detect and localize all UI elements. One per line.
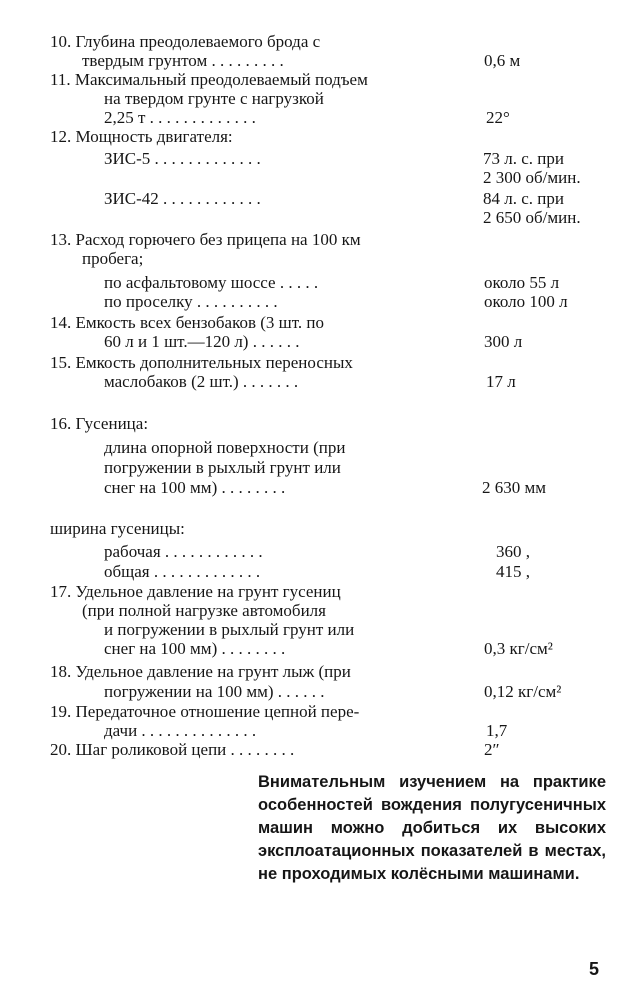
spec-value: 0,12 кг/см² <box>484 682 562 701</box>
closing-note: Внимательным изучением на практике особенностей вождения полугусеничных машин можно добиться их высоких эксплоатационных показателей в местах, не проходимых колёсными машинами. <box>258 773 606 883</box>
spec-label: по проселку . . . . . . . . . . <box>104 292 278 311</box>
spec-label: 19. Передаточное отношение цепной пере- <box>50 702 360 721</box>
spec-label: ЗИС-5 . . . . . . . . . . . . . <box>104 149 261 168</box>
spec-label: 16. Гусеница: <box>50 414 149 433</box>
spec-value: 84 л. с. при <box>483 189 564 208</box>
spec-label: (при полной нагрузке автомобиля <box>82 601 326 620</box>
spec-label: длина опорной поверхности (при <box>104 438 346 457</box>
spec-label: на твердом грунте с нагрузкой <box>104 89 324 108</box>
spec-label: 15. Емкость дополнительных переносных <box>50 353 353 372</box>
spec-label: дачи . . . . . . . . . . . . . . <box>104 721 257 740</box>
spec-label: 17. Удельное давление на грунт гусениц <box>50 582 341 601</box>
spec-label: 18. Удельное давление на грунт лыж (при <box>50 662 351 681</box>
spec-label: твердым грунтом . . . . . . . . . <box>82 51 284 70</box>
spec-label: 12. Мощность двигателя: <box>50 127 233 146</box>
spec-value: 2 650 об/мин. <box>483 208 581 227</box>
spec-label: снег на 100 мм) . . . . . . . . <box>104 478 286 497</box>
spec-value: 73 л. с. при <box>483 149 564 168</box>
spec-label: 11. Максимальный преодолеваемый подъем <box>50 70 368 89</box>
spec-label: рабочая . . . . . . . . . . . . <box>104 542 263 561</box>
spec-value: 2 300 об/мин. <box>483 168 581 187</box>
spec-value: 415 , <box>496 562 530 581</box>
spec-value: 300 л <box>484 332 523 351</box>
spec-value: 360 , <box>496 542 530 561</box>
spec-label: ЗИС-42 . . . . . . . . . . . . <box>104 189 261 208</box>
spec-value: около 55 л <box>484 273 560 292</box>
spec-label: погружении на 100 мм) . . . . . . <box>104 682 325 701</box>
spec-value: 2″ <box>484 740 500 759</box>
spec-label: по асфальтовому шоссе . . . . . <box>104 273 319 292</box>
spec-label: 14. Емкость всех бензобаков (3 шт. по <box>50 313 324 332</box>
spec-label: маслобаков (2 шт.) . . . . . . . <box>104 372 299 391</box>
spec-label: ширина гусеницы: <box>50 519 185 538</box>
page-number: 5 <box>589 959 600 979</box>
spec-label: 2,25 т . . . . . . . . . . . . . <box>104 108 256 127</box>
spec-label: погружении в рыхлый грунт или <box>104 458 341 477</box>
spec-value: 0,3 кг/см² <box>484 639 553 658</box>
spec-label: снег на 100 мм) . . . . . . . . <box>104 639 286 658</box>
spec-label: 13. Расход горючего без прицепа на 100 км <box>50 230 361 249</box>
spec-label: общая . . . . . . . . . . . . . <box>104 562 261 581</box>
spec-value: 2 630 мм <box>482 478 547 497</box>
spec-label: 60 л и 1 шт.—120 л) . . . . . . <box>104 332 300 351</box>
spec-value: 17 л <box>486 372 516 391</box>
spec-label: пробега; <box>82 249 144 268</box>
spec-label: 10. Глубина преодолеваемого брода с <box>50 32 321 51</box>
spec-value: 22° <box>486 108 510 127</box>
spec-value: около 100 л <box>484 292 568 311</box>
spec-label: и погружении в рыхлый грунт или <box>104 620 355 639</box>
spec-value: 0,6 м <box>484 51 521 70</box>
spec-label: 20. Шаг роликовой цепи . . . . . . . . <box>50 740 295 759</box>
spec-value: 1,7 <box>486 721 508 740</box>
